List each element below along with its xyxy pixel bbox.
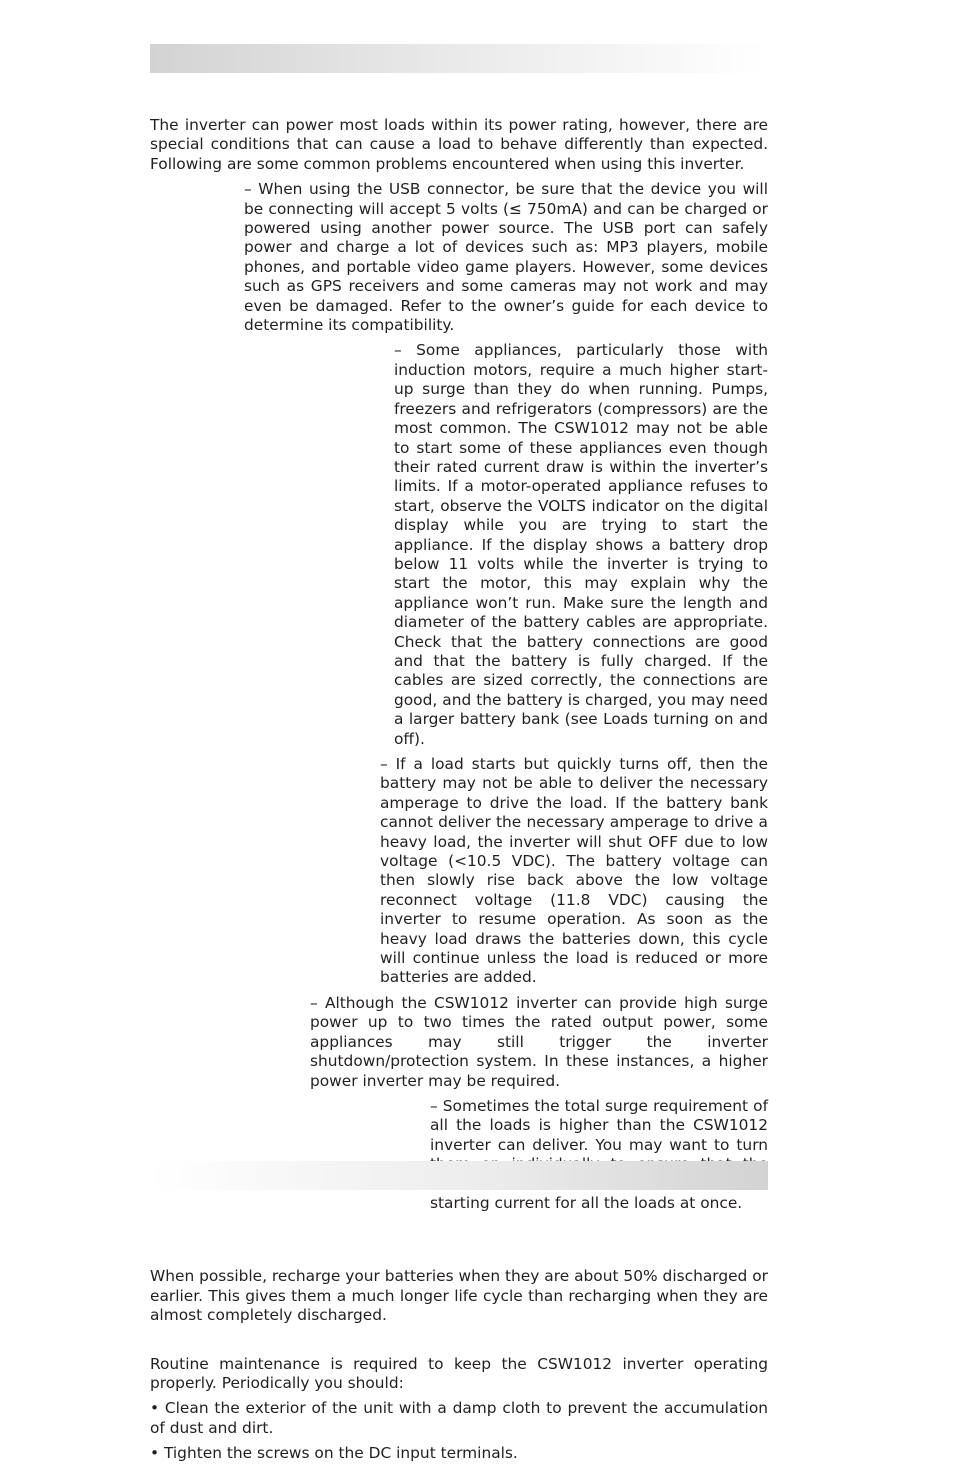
- usb-paragraph: – When using the USB connector, be sure that the device you will be connecting will accept 5 volts (≤ 750mA) and can be charged or powered using another power source. The USB port can safely power and charge a lot of devices such as: MP3 players, mobile phones, and portable video game players. However, some devices such as GPS receivers and some cameras may not work and may even be damaged. Refer to the owner’s guide for each device to determine its compatibility.: [244, 180, 768, 335]
- loads-on-off-paragraph: – If a load starts but quickly turns off, then the battery may not be able to deliver the necessary amperage to drive the load. If the battery bank cannot deliver the necessary amperage to drive a heavy load, the inverter will shut OFF due to low voltage (<10.5 VDC). The battery voltage can then slowly rise back above the low voltage reconnect voltage (11.8 VDC) causing the inverter to resume operation. As soon as the heavy load draws the batteries down, this cycle will continue unless the load is reduced or more batteries are added.: [380, 755, 768, 987]
- intro-paragraph: The inverter can power most loads within its power rating, however, there are special conditions that can cause a load to behave differently than expected. Following are some common problems encountered when using this inverter.: [150, 116, 768, 173]
- page-content: [150, 116, 768, 1470]
- footer-bar: [150, 1161, 768, 1190]
- header-bar: [150, 44, 768, 73]
- section-gap: [150, 1219, 768, 1267]
- bullet-clean: • Clean the exterior of the unit with a damp cloth to prevent the accumulation of dust and dirt.: [150, 1399, 768, 1437]
- battery-care-paragraph: When possible, recharge your batteries when they are about 50% discharged or earlier. This gives them a much longer life cycle than recharging when they are almost completely discharged.: [150, 1267, 768, 1325]
- maintenance-intro: Routine maintenance is required to keep the CSW1012 inverter operating properly. Periodically you should:: [150, 1354, 768, 1392]
- motor-paragraph: – Some appliances, particularly those with induction motors, require a much higher start-up surge than they do when running. Pumps, freezers and refrigerators (compressors) are the most common. The CSW1012 may not be able to start some of these appliances even though their rated current draw is within the inverter’s limits. If a motor-operated appliance refuses to start, observe the VOLTS indicator on the digital display while you are trying to start the appliance. If the display shows a battery drop below 11 volts while the inverter is trying to start the motor, this may explain why the appliance won’t run. Make sure the length and diameter of the battery cables are appropriate. Check that the battery connections are good and that the battery is fully charged. If the cables are sized correctly, the connections are good, and the battery is charged, you may need a larger battery bank (see Loads turning on and off).: [394, 341, 768, 748]
- section-gap: [150, 1332, 768, 1355]
- multiple-loads-paragraph: – Sometimes the total surge requirement of all the loads is higher than the CSW1012 inverter can deliver. You may want to turn starting current for all the loads at once.: [430, 1096, 768, 1212]
- surge-paragraph: – Although the CSW1012 inverter can provide high surge power up to two times the rated output power, some appliances may still trigger the inverter shutdown/protection system. In these instances, a higher power inverter may be required.: [310, 993, 768, 1090]
- bullet-tighten: • Tighten the screws on the DC input terminals.: [150, 1444, 518, 1463]
